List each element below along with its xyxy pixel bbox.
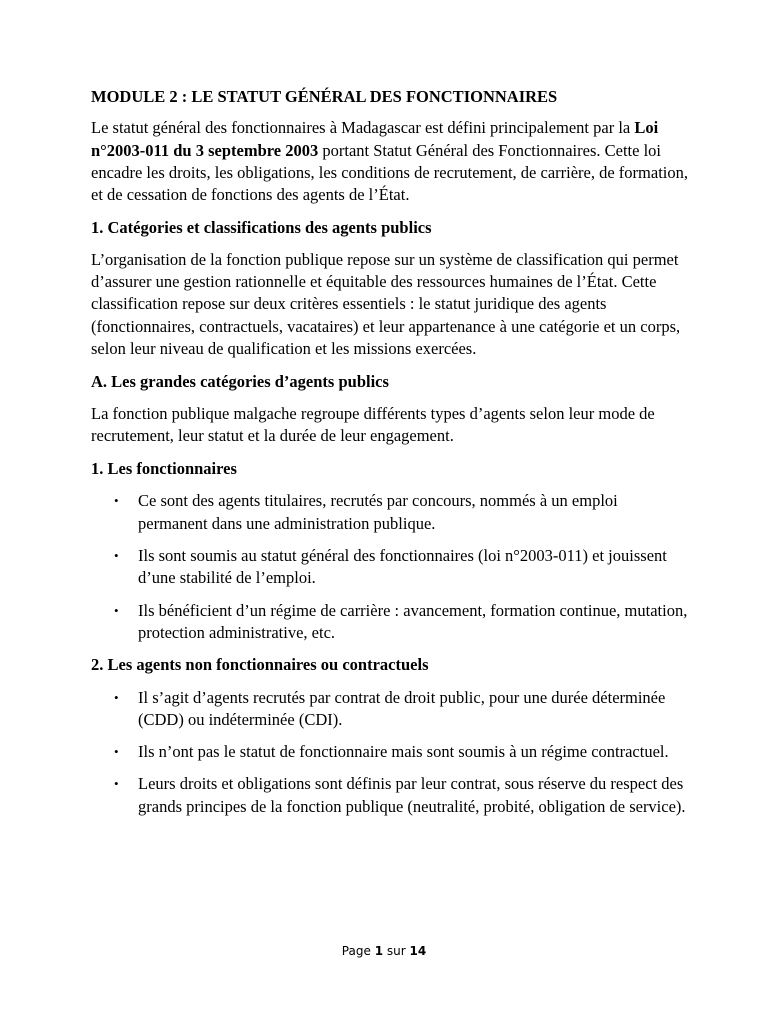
list-item [91, 687, 691, 732]
list-item [91, 600, 691, 645]
section-heading-grandes-categories: A. Les grandes catégories d’agents publics [91, 372, 389, 392]
subsection-heading-contractuels: 2. Les agents non fonctionnaires ou contractuels [91, 655, 429, 675]
list-item-text: Ils n’ont pas le statut de fonctionnaire mais sont soumis à un régime contractuel. [138, 742, 669, 762]
list-item [91, 741, 691, 763]
bullet-list-fonctionnaires [91, 490, 691, 644]
page-of-label: sur [386, 944, 406, 958]
intro-text-start: Le statut général des fonctionnaires à Madagascar est défini principalement par la [91, 118, 635, 138]
subsection-heading-fonctionnaires: 1. Les fonctionnaires [91, 459, 237, 479]
bullet-icon: • [114, 689, 119, 705]
law-reference: Loi n°2003-011 du 3 septembre 2003 [91, 118, 659, 160]
section-heading-categories: 1. Catégories et classifications des agents publics [91, 218, 432, 238]
current-page-number: 1 [374, 944, 384, 958]
bullet-icon: • [114, 602, 119, 618]
list-item-text: Leurs droits et obligations sont définis par leur contrat, sous réserve du respect des grands principes de la fonction publique (neutralité, probité, obligation de service). [138, 774, 686, 816]
total-pages-number: 14 [409, 944, 427, 958]
section-paragraph-grandes-categories: La fonction publique malgache regroupe différents types d’agents selon leur mode de recrutement, leur statut et la durée de leur engagement. [91, 403, 655, 445]
bullet-icon: • [114, 493, 119, 509]
list-item [91, 490, 691, 535]
page-footer [0, 944, 768, 958]
page-label: Page [341, 944, 371, 958]
intro-paragraph [91, 117, 691, 206]
list-item-text: Ce sont des agents titulaires, recrutés par concours, nommés à un emploi permanent dans une administration publique. [138, 491, 618, 533]
bullet-icon: • [114, 744, 119, 760]
bullet-icon: • [114, 548, 119, 564]
intro-text-end: portant Statut Général des Fonctionnaires. Cette loi encadre les droits, les obligations, les conditions de recrutement, de carrière, de formation, et de cessation de fonctions des agents de l’État. [91, 140, 688, 205]
module-title: MODULE 2 : LE STATUT GÉNÉRAL DES FONCTIONNAIRES [91, 87, 558, 106]
bullet-list-contractuels [91, 687, 691, 818]
bullet-icon: • [114, 776, 119, 792]
list-item [91, 773, 691, 818]
list-item-text: Il s’agit d’agents recrutés par contrat de droit public, pour une durée déterminée (CDD) ou indéterminée (CDI). [138, 687, 666, 729]
list-item-text: Ils sont soumis au statut général des fonctionnaires (loi n°2003-011) et jouissent d’une stabilité de l’emploi. [138, 546, 667, 588]
section-paragraph-categories: L’organisation de la fonction publique repose sur un système de classification qui permet d’assurer une gestion rationnelle et équitable des ressources humaines de l’État. Cette classification repose sur deux critères essentiels : le statut juridique des agents (fonctionnaires, contractuels, vacataires) et leur appartenance à une catégorie et un corps, selon leur niveau de qualification et les missions exercées. [91, 249, 681, 358]
list-item [91, 545, 691, 590]
page-content [91, 86, 691, 828]
list-item-text: Ils bénéficient d’un régime de carrière : avancement, formation continue, mutation, protection administrative, etc. [138, 600, 688, 642]
